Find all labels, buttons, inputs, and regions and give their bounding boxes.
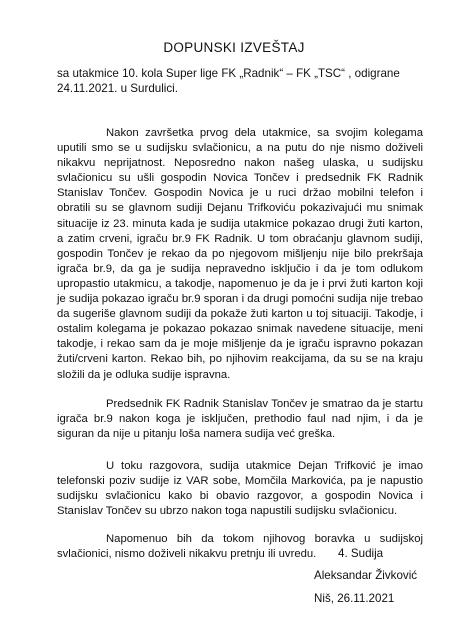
match-info: sa utakmice 10. kola Super lige FK „Radnik“ – FK „TSC“ , odigrane 24.11.2021. u Surdulici. — [57, 67, 400, 95]
report-body — [57, 126, 423, 575]
paragraph-2: Predsednik FK Radnik Stanislav Tončev je smatrao da je startu igrača br.9 nakon koga je isključen, prethodio faul nad njim, i da je siguran da nije u pitanju loša namera sudija već greška. — [57, 397, 423, 440]
paragraph-1: Nakon završetka prvog dela utakmice, sa svojim kolegama uputili smo se u sudijsku svlačionicu, a na putu do nje nismo doživeli nikakvu neprijatnost. Neposredno nakon našeg ulaska, u sudijsku svlačionicu su ušli gospodin Novica Tončev i predsednik FK Radnik Stanislav Tončev. Gospodin Novica je u ruci držao mobilni telefon i obratili su se glavnom sudiji Dejanu Trifkoviću pokazivajući mu snimak situacije iz 23. minuta kada je sudija utakmice pokazao drugi žuti karton, a zatim crveni, igraču br.9 FK Radnik. U tom obraćanju glavnom sudiji, gospodin Tončev je rekao da po njegovom mišljenju nije bilo prekršaja igrača br.9, da ga je sudija nepravedno isključio i da je tom odlukom upropastio utakmicu, a takodje, napomenuo je da je i prvi žuti karton koji je sudija pokazao igraču br.9 sporan i da drugi pomoćni sudija nije trebao da sugeriše glavnom sudiji da pokaže žuti karton u toj situaciji. Takodje, i ostalim kolegama je pokazao pokazao snimak navedene situacije, meni takodje, i rekao sam da je moje mišljenje da je igraču ispravno pokazan žuti/crveni karton. Rekao bih, po njihovim reakcijama, da su se na kraju složili da je odluka sudije ispravna. — [57, 127, 423, 381]
document-title: DOPUNSKI IZVEŠTAJ — [163, 40, 305, 55]
paragraph-3: U toku razgovora, sudija utakmice Dejan Trifković je imao telefonski poziv sudije iz VAR sobe, Momčila Markovića, pa je napustio sudijsku svlačionicu kako bi obavio razgovor, a gospodin Novica i Stanislav Tončev su ubrzo nakon toga napustili sudijsku svlačionicu. — [57, 459, 423, 518]
signature-name: Aleksandar Živković — [314, 569, 418, 582]
paragraph-4: Napomenuo bih da tokom njihovog boravka u sudijskoj svlačionici, nismo doživeli nikakvu pretnju ili uvredu. — [57, 533, 423, 561]
signature-role: 4. Sudija — [338, 547, 384, 560]
signature-place-date: Niš, 26.11.2021 — [314, 592, 395, 605]
